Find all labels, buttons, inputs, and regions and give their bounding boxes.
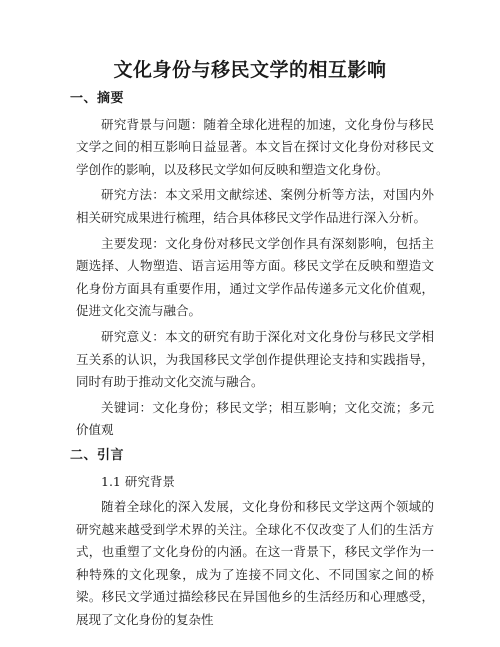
keywords-paragraph: 关键词：文化身份；移民文学；相互影响；文化交流；多元价值观 — [76, 399, 434, 438]
document-title: 文化身份与移民文学的相互影响 — [113, 59, 387, 81]
abstract-background-paragraph: 研究背景与问题：随着全球化进程的加速，文化身份与移民文学之间的相互影响日益显著。本文旨在探讨文化身份对移民文学创作的影响，以及移民文学如何反映和塑造文化身份。 — [76, 116, 434, 177]
abstract-method-paragraph: 研究方法：本文采用文献综述、案例分析等方法，对国内外相关研究成果进行梳理，结合具体移民文学作品进行深入分析。 — [76, 187, 434, 225]
subsection-heading-background: 1.1 研究背景 — [101, 473, 175, 489]
section-heading-abstract: 一、摘要 — [70, 91, 125, 106]
abstract-findings-paragraph: 主要发现：文化身份对移民文学创作具有深刻影响，包括主题选择、人物塑造、语言运用等方面。移民文学在反映和塑造文化身份方面具有重要作用，通过文学作品传递多元文化价值观，促进文化交流与融合。 — [76, 235, 434, 319]
document-body — [70, 88, 434, 635]
introduction-paragraph: 随着全球化的深入发展，文化身份和移民文学这两个领域的研究越来越受到学术界的关注。全球化不仅改变了人们的生活方式，也重塑了文化身份的内涵。在这一背景下，移民文学作为一种特殊的文化现象，成为了连接不同文化、不同国家之间的桥梁。移民文学通过描绘移民在异国他乡的生活经历和心理感受，展现了文化身份的复杂性 — [76, 499, 434, 628]
section-heading-introduction: 二、引言 — [70, 447, 125, 463]
abstract-significance-paragraph: 研究意义：本文的研究有助于深化对文化身份与移民文学相互关系的认识，为我国移民文学创作提供理论支持和实践指导，同时有助于推动文化交流与融合。 — [76, 328, 434, 390]
